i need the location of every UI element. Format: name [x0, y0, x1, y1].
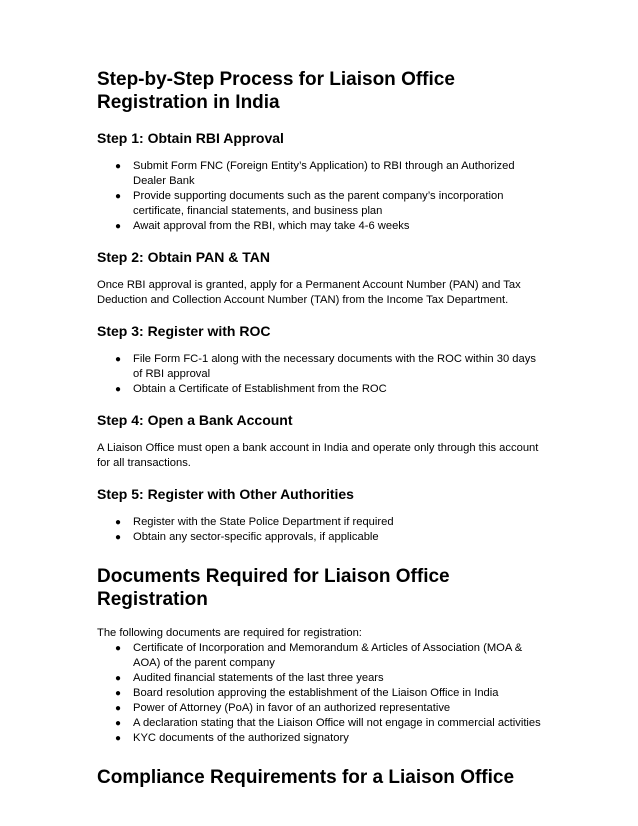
bullet-icon: ● — [115, 673, 122, 684]
bullet-icon: ● — [115, 703, 122, 714]
step-2-heading: Step 2: Obtain PAN & TAN — [97, 249, 270, 265]
step-2-paragraph: Once RBI approval is granted, apply for a Permanent Account Number (PAN) and Tax Deduction and Collection Account Number (TAN) from the Income Tax Department. — [97, 279, 521, 306]
list-item: ● Obtain a Certificate of Establishment from the ROC — [115, 383, 387, 395]
compliance-heading: Compliance Requirements for a Liaison Office — [97, 767, 515, 788]
list-item: ● File Form FC-1 along with the necessary documents with the ROC within 30 days of RBI approval — [115, 353, 536, 380]
list-item: ● Submit Form FNC (Foreign Entity’s Application) to RBI through an Authorized Dealer Bank — [115, 160, 515, 187]
list-item: ● Board resolution approving the establishment of the Liaison Office in India — [115, 687, 499, 699]
list-item: ● Audited financial statements of the last three years — [115, 672, 384, 684]
list-item: ● KYC documents of the authorized signatory — [115, 732, 349, 744]
step-1-heading: Step 1: Obtain RBI Approval — [97, 130, 284, 146]
step-5-list — [97, 515, 547, 545]
page-title: Step-by-Step Process for Liaison Office Registration in India — [97, 69, 455, 113]
bullet-icon: ● — [115, 221, 122, 232]
list-item: ● Provide supporting documents such as the parent company’s incorporation certificate, financial statements, and business plan — [115, 190, 504, 217]
documents-list — [97, 641, 547, 746]
step-4-paragraph: A Liaison Office must open a bank account in India and operate only through this account for all transactions. — [97, 442, 539, 469]
list-item: ● Power of Attorney (PoA) in favor of an authorized representative — [115, 702, 451, 714]
documents-intro: The following documents are required for registration: — [97, 627, 362, 639]
list-item: ● Obtain any sector-specific approvals, if applicable — [115, 531, 379, 543]
bullet-icon: ● — [115, 384, 122, 395]
bullet-icon: ● — [115, 517, 122, 528]
bullet-icon: ● — [115, 161, 122, 172]
list-item: ● Certificate of Incorporation and Memorandum & Articles of Association (MOA & AOA) of the parent company — [115, 642, 523, 669]
step-3-heading: Step 3: Register with ROC — [97, 323, 271, 339]
step-4-heading: Step 4: Open a Bank Account — [97, 412, 293, 428]
bullet-icon: ● — [115, 643, 122, 654]
step-5-heading: Step 5: Register with Other Authorities — [97, 486, 354, 502]
bullet-icon: ● — [115, 718, 122, 729]
step-3-list — [97, 352, 547, 397]
step-1-list — [97, 159, 547, 234]
document-page — [97, 68, 547, 804]
documents-heading: Documents Required for Liaison Office Registration — [97, 566, 450, 610]
bullet-icon: ● — [115, 354, 122, 365]
list-item: ● Await approval from the RBI, which may take 4-6 weeks — [115, 220, 410, 232]
list-item: ● Register with the State Police Department if required — [115, 516, 394, 528]
bullet-icon: ● — [115, 191, 122, 202]
bullet-icon: ● — [115, 688, 122, 699]
list-item: ● A declaration stating that the Liaison Office will not engage in commercial activities — [115, 717, 541, 729]
bullet-icon: ● — [115, 733, 122, 744]
bullet-icon: ● — [115, 532, 122, 543]
